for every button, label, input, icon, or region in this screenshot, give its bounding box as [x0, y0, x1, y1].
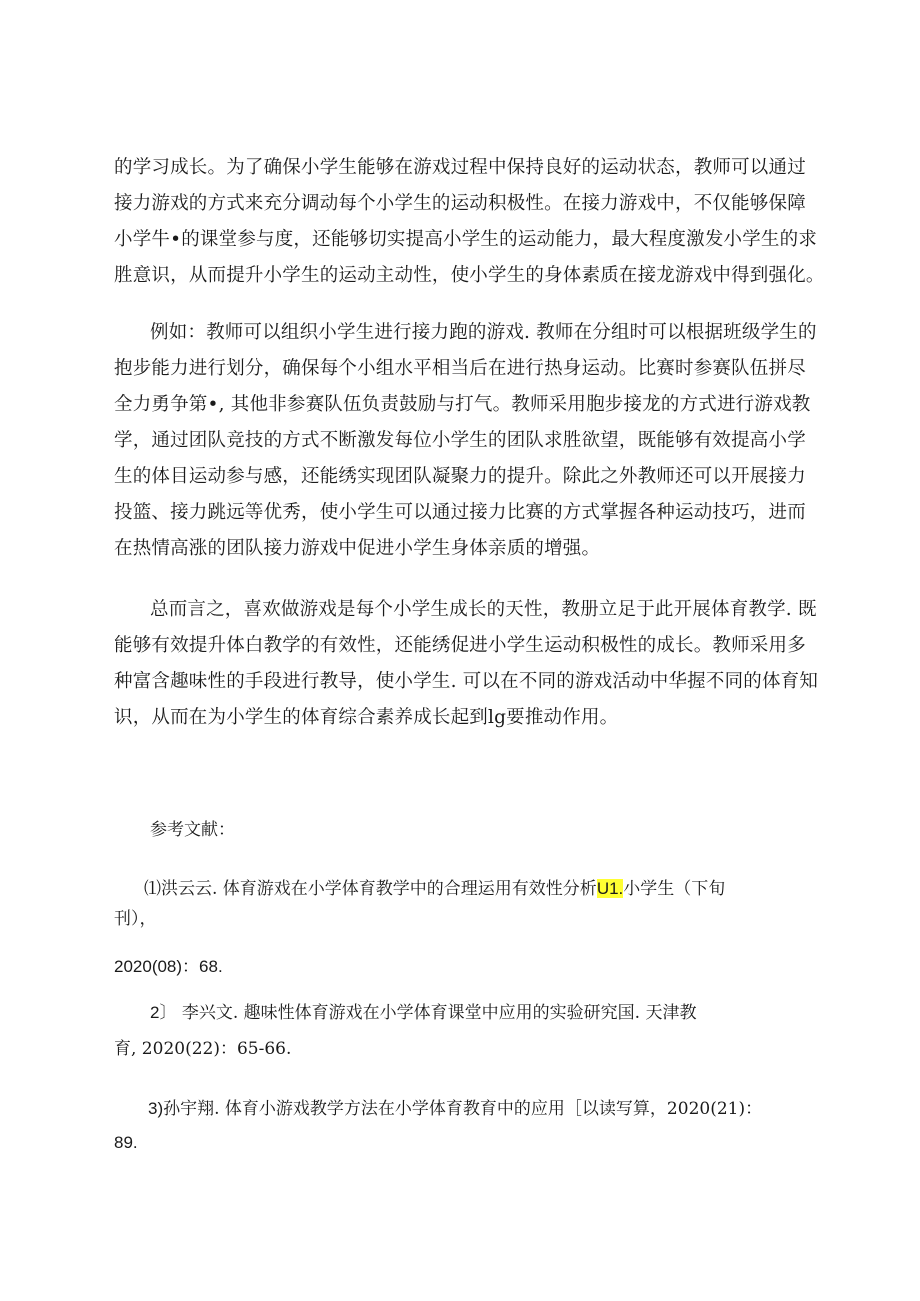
reference-1	[114, 874, 834, 982]
reference-3-text: 孙宇翔. 体育小游戏教学方法在小学体育教育中的应用［以读写算，2020(21)：	[163, 1099, 763, 1119]
text-line: 例如：教师可以组织小学生进行接力跑的游戏. 教师在分组时可以根据班级学生的	[150, 322, 817, 343]
text-line: 的学习成长。为了确保小学生能够在游戏过程中保持良好的运动状态，教师可以通过	[114, 157, 806, 178]
reference-1-line-2: 刊），	[114, 909, 157, 929]
reference-2	[114, 998, 834, 1064]
highlighted-text: U1.	[596, 879, 624, 898]
text-line: 种富含趣味性的手段进行教导，使小学生. 可以在不同的游戏活动中华握不同的体育知	[114, 671, 819, 692]
text-line: 生的体目运动参与感，还能绣实现团队凝聚力的提升。除此之外教师还可以开展接力	[114, 466, 806, 487]
text-line: 胜意识，从而提升小学生的运动主动性，使小学生的身体素质在接龙游戏中得到强化。	[114, 265, 825, 286]
reference-3-line-2: 89.	[114, 1133, 138, 1152]
reference-2-text: 李兴文. 趣味性体育游戏在小学体育课堂中应用的实验研究国. 天津教	[181, 1003, 697, 1023]
text-line: 全力勇争第•, 其他非参赛队伍负责鼓励与打气。教师采用胞步接龙的方式进行游戏教	[114, 394, 811, 415]
reference-1-text-end: 小学生（下旬	[623, 879, 726, 899]
text-line: 抱步能力进行划分，确保每个小组水平相当后在进行热身运动。比赛时参赛队伍拼尽	[114, 358, 806, 379]
reference-1-text: ⑴洪云云. 体育游戏在小学体育教学中的合理运用有效性分析	[144, 879, 597, 899]
paragraph-example	[114, 315, 817, 567]
text-line: 能够有效提升体白教学的有效性，还能绣促进小学生运动积极性的成长。教师采用多	[114, 635, 806, 656]
text-line: 接力游戏的方式来充分调动每个小学生的运动积极性。在接力游戏中，不仅能够保障	[114, 193, 806, 214]
text-line: 投篮、接力跳远等优秀，使小学生可以通过接力比赛的方式掌握各种运动技巧，进而	[114, 502, 806, 523]
text-line: 在热情高涨的团队接力游戏中促进小学生身体亲质的增强。	[114, 538, 601, 559]
text-line: 总而言之，喜欢做游戏是每个小学生成长的天性，教册立足于此开展体育教学. 既	[150, 599, 817, 620]
paragraph-conclusion	[114, 592, 819, 736]
reference-2-line-2: 育, 2020(22)：65-66.	[114, 1039, 292, 1059]
paragraph-relay-games	[114, 150, 825, 294]
text-line: 小学牛•的课堂参与度，还能够切实提高小学生的运动能力，最大程度激发小学生的求	[114, 229, 818, 250]
reference-2-number: 2〕	[150, 1003, 177, 1022]
text-line: 识，从而在为小学生的体育综合素养成长起到lg要推动作用。	[114, 707, 619, 728]
reference-3-number: 3)	[148, 1099, 164, 1118]
text-line: 学，通过团队竞技的方式不断激发每位小学生的团队求胜欲望，既能够有效提高小学	[114, 430, 806, 451]
reference-1-line-3: 2020(08)：68.	[114, 957, 223, 976]
reference-3	[114, 1094, 834, 1158]
references-heading: 参考文献：	[150, 820, 235, 840]
